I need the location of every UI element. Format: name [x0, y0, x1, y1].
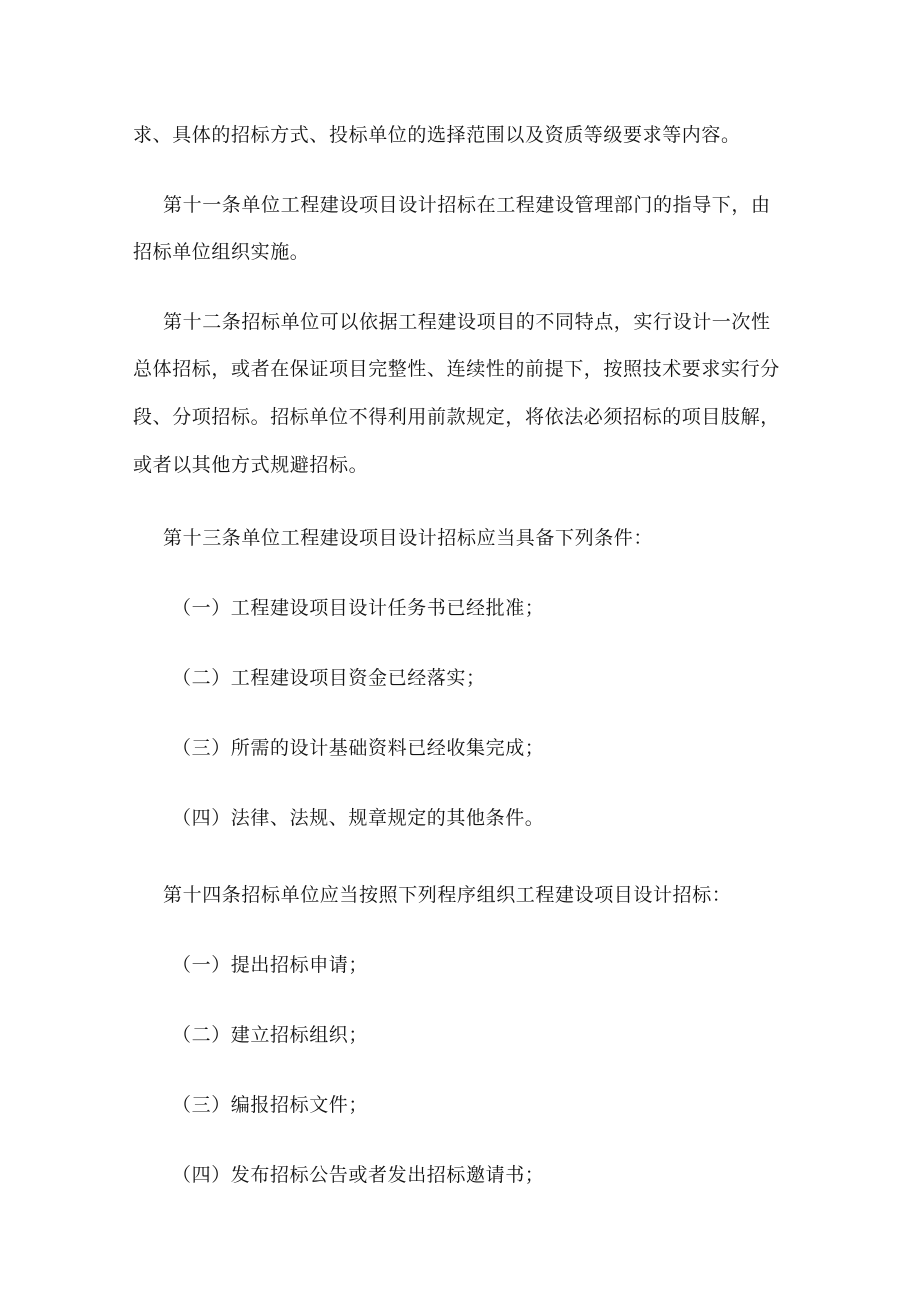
- article-12-line-2: 总体招标，或者在保证项目完整性、连续性的前提下，按照技术要求实行分: [133, 358, 780, 380]
- article-11-line-1: 第十一条单位工程建设项目设计招标在工程建设管理部门的指导下，由: [163, 194, 771, 216]
- article-11-line-2: 招标单位组织实施。: [133, 241, 310, 263]
- article-12-line-1: 第十二条招标单位可以依据工程建设项目的不同特点，实行设计一次性: [163, 311, 771, 333]
- article-13-heading: 第十三条单位工程建设项目设计招标应当具备下列条件：: [163, 527, 654, 549]
- article-14-item-3: （三）编报招标文件；: [172, 1094, 369, 1116]
- article-13-item-2: （二）工程建设项目资金已经落实；: [172, 667, 486, 689]
- article-13-item-3: （三）所需的设计基础资料已经收集完成；: [172, 737, 545, 759]
- article-14-item-1: （一）提出招标申请；: [172, 954, 369, 976]
- article-13-item-1: （一）工程建设项目设计任务书已经批准；: [172, 597, 545, 619]
- article-14-heading: 第十四条招标单位应当按照下列程序组织工程建设项目设计招标：: [163, 884, 732, 906]
- article-12-line-4: 或者以其他方式规避招标。: [133, 454, 369, 476]
- article-13-item-4: （四）法律、法规、规章规定的其他条件。: [172, 807, 545, 829]
- article-12-line-3: 段、分项招标。招标单位不得利用前款规定，将依法必须招标的项目肢解，: [133, 406, 780, 428]
- article-14-item-4: （四）发布招标公告或者发出招标邀请书；: [172, 1164, 545, 1186]
- paragraph-10-end: 求、具体的招标方式、投标单位的选择范围以及资质等级要求等内容。: [133, 124, 741, 146]
- article-14-item-2: （二）建立招标组织；: [172, 1024, 369, 1046]
